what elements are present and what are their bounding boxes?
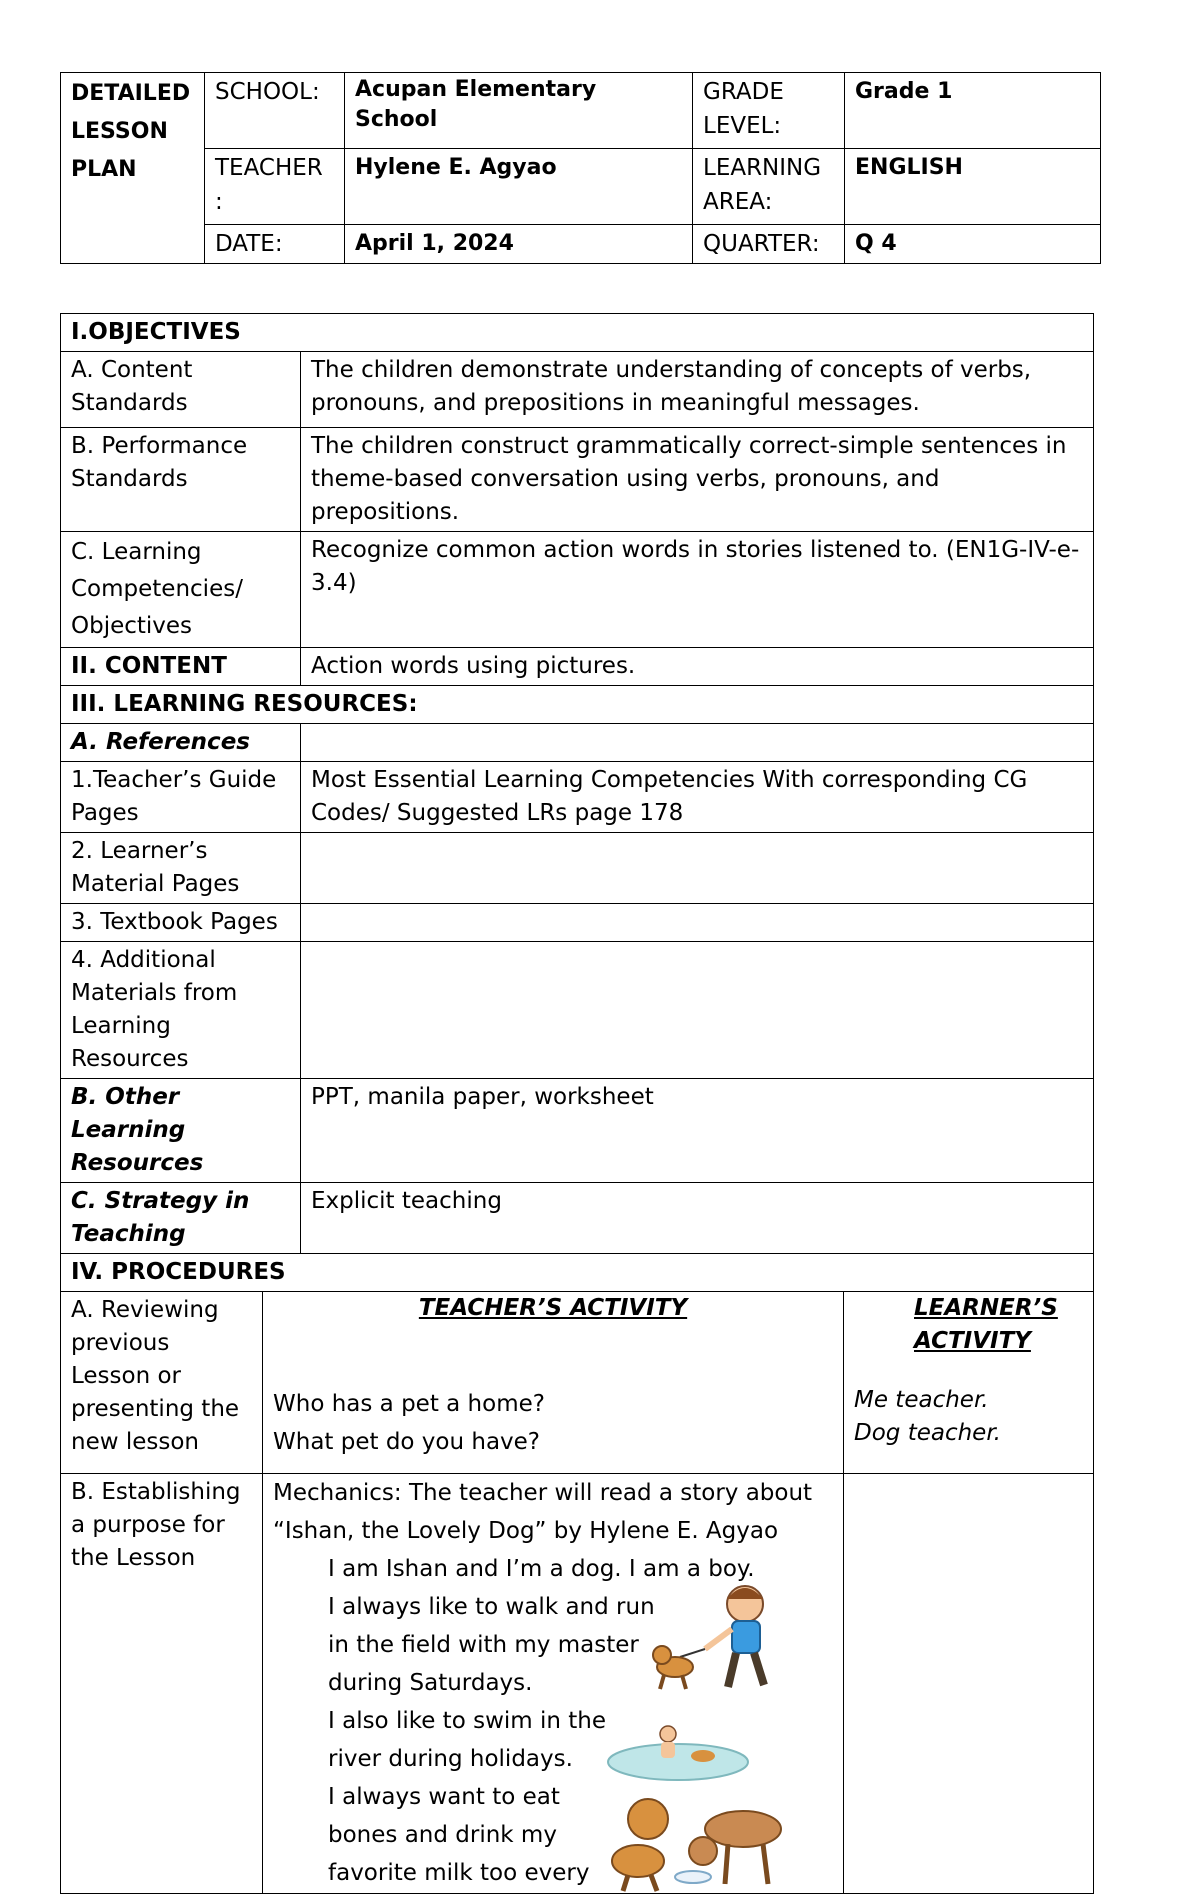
answer-1: Me teacher. <box>854 1387 989 1413</box>
tg-label: 1.Teacher’s Guide Pages <box>61 762 301 833</box>
story-line: bones and drink my <box>328 1822 557 1848</box>
boy-walking-dog-illustration <box>650 1579 785 1699</box>
procedures-title: IV. PROCEDURES <box>61 1254 1094 1292</box>
content-standards-label: A. Content Standards <box>61 352 301 428</box>
learner-empty-cell <box>844 1474 1094 1894</box>
lesson-table <box>60 313 1094 1894</box>
answer-2: Dog teacher. <box>854 1420 1001 1446</box>
school-label: SCHOOL: <box>205 73 345 149</box>
tg-text: Most Essential Learning Competencies With corresponding CG Codes/ Suggested LRs page 178 <box>301 762 1094 833</box>
story-line: I always want to eat <box>328 1784 560 1810</box>
performance-standards-text: The children construct grammatically correct-simple sentences in theme-based conversation using verbs, pronouns, and prepositions. <box>301 428 1094 532</box>
swimming-illustration <box>603 1714 753 1784</box>
story-cell <box>263 1474 844 1894</box>
story-line: I also like to swim in the <box>328 1708 607 1734</box>
teacher-value: Hylene E. Agyao <box>345 149 693 225</box>
school-value: Acupan Elementary School <box>345 73 693 149</box>
references-empty <box>301 724 1094 762</box>
additional-empty <box>301 942 1094 1079</box>
question-2: What pet do you have? <box>273 1429 541 1455</box>
grade-label: GRADE LEVEL: <box>693 73 845 149</box>
learner-activity-cell <box>844 1292 1094 1474</box>
date-value: April 1, 2024 <box>345 225 693 264</box>
references-label: A. References <box>61 724 301 762</box>
header-table <box>60 72 1101 264</box>
lm-empty <box>301 833 1094 904</box>
tb-label: 3. Textbook Pages <box>61 904 301 942</box>
teacher-activity-heading: TEACHER’S ACTIVITY <box>418 1295 688 1321</box>
other-resources-text: PPT, manila paper, worksheet <box>301 1079 1094 1183</box>
area-label: LEARNING AREA: <box>693 149 845 225</box>
teacher-activity-cell <box>263 1292 844 1474</box>
teacher-label: TEACHER : <box>205 149 345 225</box>
grade-value: Grade 1 <box>845 73 1101 149</box>
story-line: during Saturdays. <box>328 1670 533 1696</box>
learner-activity-heading: LEARNER’S ACTIVITY <box>914 1295 1058 1354</box>
other-resources-label: B. Other Learning Resources <box>61 1079 301 1183</box>
question-1: Who has a pet a home? <box>273 1391 545 1417</box>
content-label: II. CONTENT <box>61 648 301 686</box>
objectives-title: I.OBJECTIVES <box>61 314 1094 352</box>
review-label: A. Reviewing previous Lesson or presenting the new lesson <box>61 1292 263 1474</box>
story-line: I always like to walk and run <box>328 1594 655 1620</box>
dlp-title: DETAILED LESSON PLAN <box>61 73 205 264</box>
strategy-text: Explicit teaching <box>301 1183 1094 1254</box>
purpose-label: B. Establishing a purpose for the Lesson <box>61 1474 263 1894</box>
additional-label: 4. Additional Materials from Learning Resources <box>61 942 301 1079</box>
strategy-label: C. Strategy in Teaching <box>61 1183 301 1254</box>
dogs-eating-illustration <box>593 1789 793 1894</box>
story-line: favorite milk too every <box>328 1860 590 1886</box>
date-label: DATE: <box>205 225 345 264</box>
quarter-label: QUARTER: <box>693 225 845 264</box>
story-line: river during holidays. <box>328 1746 573 1772</box>
performance-standards-label: B. Performance Standards <box>61 428 301 532</box>
mechanics-text: Mechanics: The teacher will read a story about “Ishan, the Lovely Dog” by Hylene E. Agyao <box>273 1480 813 1544</box>
lm-label: 2. Learner’s Material Pages <box>61 833 301 904</box>
tb-empty <box>301 904 1094 942</box>
competency-text: Recognize common action words in stories listened to. (EN1G-IV-e-3.4) <box>301 532 1094 648</box>
content-standards-text: The children demonstrate understanding of concepts of verbs, pronouns, and prepositions in meaningful messages. <box>301 352 1094 428</box>
area-value: ENGLISH <box>845 149 1101 225</box>
content-value: Action words using pictures. <box>301 648 1094 686</box>
story-line: in the field with my master <box>328 1632 639 1658</box>
competency-label: C. Learning Competencies/ Objectives <box>61 532 301 648</box>
quarter-value: Q 4 <box>845 225 1101 264</box>
resources-title: III. LEARNING RESOURCES: <box>61 686 1094 724</box>
story-line: I am Ishan and I’m a dog. I am a boy. <box>328 1556 755 1582</box>
